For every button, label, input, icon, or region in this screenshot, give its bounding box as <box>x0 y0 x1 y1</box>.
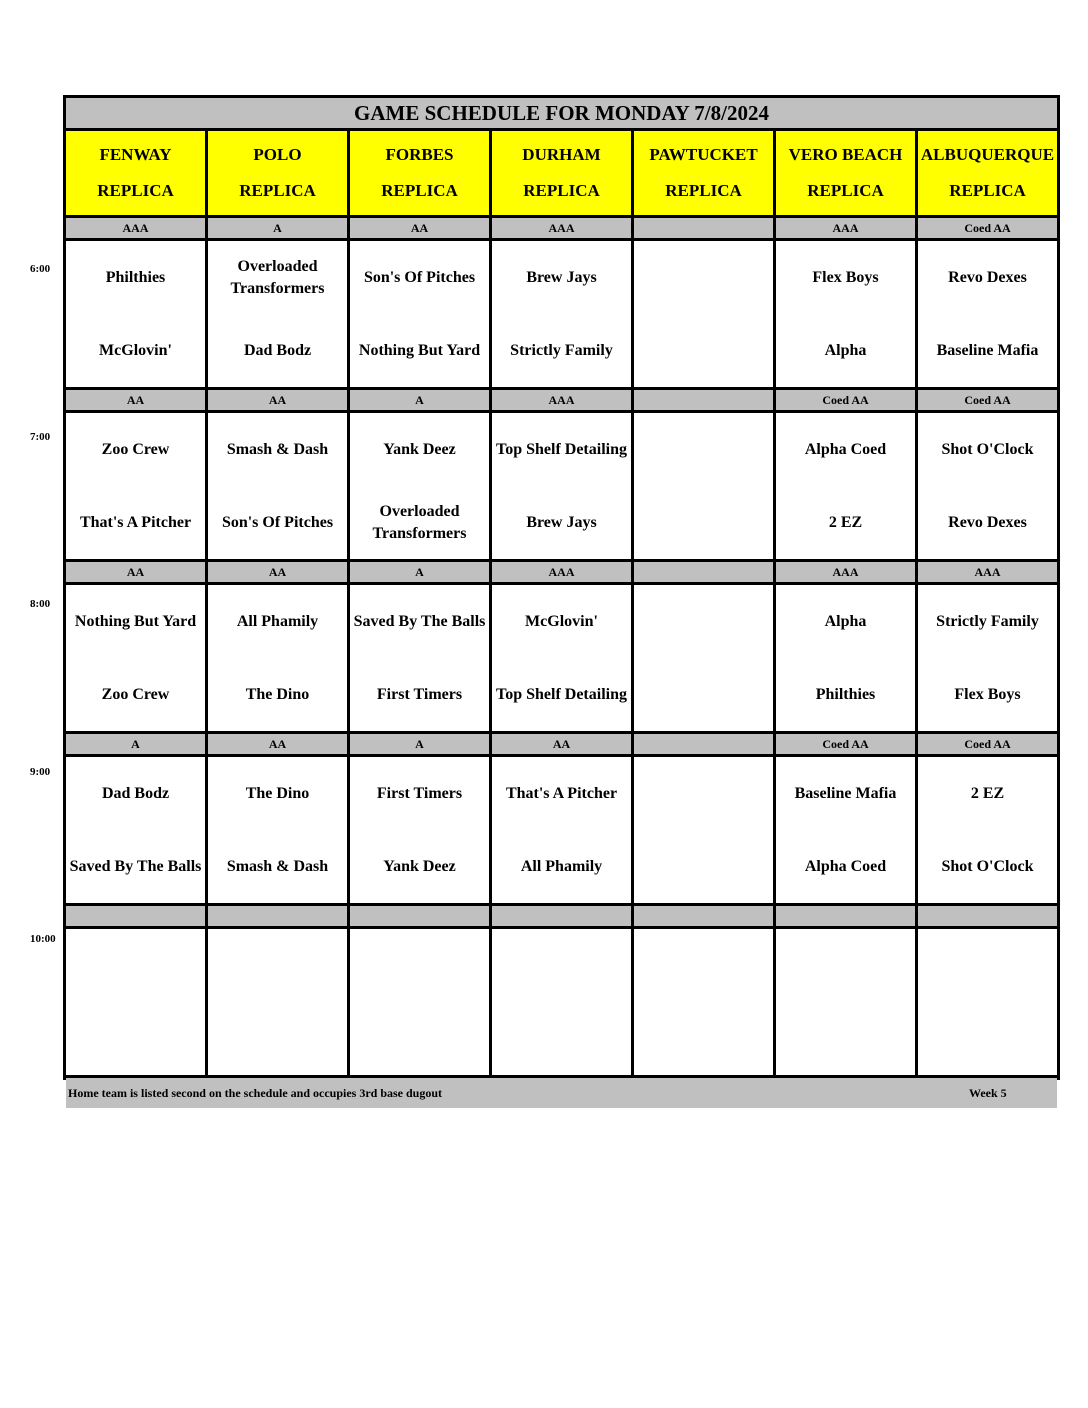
division-label <box>492 906 631 926</box>
home-team: McGlovin' <box>99 341 172 359</box>
field-name: POLO <box>253 145 302 164</box>
field-sub: REPLICA <box>807 181 884 200</box>
game-cell <box>66 585 205 731</box>
field-sub: REPLICA <box>381 181 458 200</box>
away-team <box>68 929 203 1002</box>
home-team: 2 EZ <box>828 513 863 531</box>
division-label: AAA <box>492 390 631 410</box>
division-label: AA <box>208 390 347 410</box>
game-cell <box>492 585 631 731</box>
home-team: Flex Boys <box>954 685 1021 703</box>
division-label <box>634 734 773 754</box>
field-name: PAWTUCKET <box>649 145 758 164</box>
away-team: Shot O'Clock <box>941 440 1034 458</box>
division-label: AAA <box>918 562 1057 582</box>
home-team <box>210 1002 345 1075</box>
game-cell <box>634 413 773 559</box>
away-team <box>636 585 771 658</box>
home-team: First Timers <box>376 685 463 703</box>
division-label <box>634 906 773 926</box>
schedule-title: GAME SCHEDULE FOR MONDAY 7/8/2024 <box>66 98 1057 128</box>
field-name: VERO BEACH <box>788 145 903 164</box>
division-label: AAA <box>492 218 631 238</box>
division-label: AAA <box>776 562 915 582</box>
home-team: Zoo Crew <box>101 685 170 703</box>
away-team: Dad Bodz <box>101 784 170 802</box>
home-team: Overloaded Transformers <box>372 502 467 542</box>
schedule-table <box>63 95 1060 1100</box>
game-cell <box>492 929 631 1075</box>
away-team: First Timers <box>376 784 463 802</box>
time-label: 9:00 <box>30 766 51 778</box>
division-label <box>918 906 1057 926</box>
home-team <box>778 1002 913 1075</box>
field-header-pawtucket <box>634 131 773 215</box>
game-cell <box>350 241 489 387</box>
field-header-forbes <box>350 131 489 215</box>
home-team: Alpha <box>824 341 867 359</box>
home-team: Nothing But Yard <box>358 341 481 359</box>
game-cell <box>350 757 489 903</box>
away-team: Nothing But Yard <box>74 612 197 630</box>
away-team: Zoo Crew <box>101 440 170 458</box>
division-label: A <box>66 734 205 754</box>
away-team: Son's Of Pitches <box>363 268 476 286</box>
game-cell <box>208 929 347 1075</box>
away-team: Philthies <box>105 268 166 286</box>
away-team: Saved By The Balls <box>353 612 486 630</box>
division-label: Coed AA <box>918 390 1057 410</box>
away-team <box>778 929 913 1002</box>
home-team <box>636 658 771 731</box>
division-label: Coed AA <box>918 734 1057 754</box>
game-cell <box>918 929 1057 1075</box>
away-team: Alpha <box>824 612 867 630</box>
away-team: The Dino <box>245 784 310 802</box>
division-label: Coed AA <box>776 390 915 410</box>
time-label: 8:00 <box>30 598 51 610</box>
home-team: That's A Pitcher <box>79 513 192 531</box>
away-team: Baseline Mafia <box>794 784 897 802</box>
game-cell <box>66 241 205 387</box>
division-label: AA <box>66 562 205 582</box>
game-cell <box>492 413 631 559</box>
time-label: 7:00 <box>30 431 51 443</box>
away-team: Flex Boys <box>812 268 879 286</box>
away-team <box>352 929 487 1002</box>
division-label: AA <box>208 562 347 582</box>
home-team: Shot O'Clock <box>941 857 1034 875</box>
division-label: AA <box>350 218 489 238</box>
game-cell <box>918 241 1057 387</box>
division-label <box>634 390 773 410</box>
division-label <box>776 906 915 926</box>
home-team <box>636 830 771 903</box>
week-label: Week 5 <box>969 1086 1007 1100</box>
away-team: That's A Pitcher <box>505 784 618 802</box>
time-label: 6:00 <box>30 263 51 275</box>
schedule-footer <box>66 1078 1057 1108</box>
home-team <box>352 1002 487 1075</box>
game-cell <box>492 241 631 387</box>
away-team <box>636 241 771 314</box>
division-label <box>634 218 773 238</box>
game-cell <box>208 413 347 559</box>
field-sub: REPLICA <box>239 181 316 200</box>
field-header-albuquerque <box>918 131 1057 215</box>
away-team: Overloaded Transformers <box>230 257 325 297</box>
home-team <box>636 314 771 387</box>
away-team: Yank Deez <box>383 440 456 458</box>
game-cell <box>776 585 915 731</box>
game-cell <box>66 757 205 903</box>
field-sub: REPLICA <box>665 181 742 200</box>
division-label <box>634 562 773 582</box>
home-team: Baseline Mafia <box>936 341 1039 359</box>
away-team: Revo Dexes <box>948 268 1027 286</box>
division-label <box>208 906 347 926</box>
home-team: Alpha Coed <box>804 857 887 875</box>
game-cell <box>634 241 773 387</box>
division-label: A <box>350 390 489 410</box>
game-cell <box>918 585 1057 731</box>
game-cell <box>776 241 915 387</box>
division-label: AA <box>492 734 631 754</box>
field-header-durham <box>492 131 631 215</box>
division-label: AA <box>66 390 205 410</box>
away-team: Strictly Family <box>936 612 1039 630</box>
game-cell <box>634 757 773 903</box>
game-cell <box>208 757 347 903</box>
home-team: Yank Deez <box>383 857 456 875</box>
home-team <box>494 1002 629 1075</box>
division-label: Coed AA <box>918 218 1057 238</box>
home-team: Son's Of Pitches <box>221 513 334 531</box>
home-team: The Dino <box>245 685 310 703</box>
game-cell <box>208 585 347 731</box>
game-cell <box>776 929 915 1075</box>
game-cell <box>350 413 489 559</box>
field-sub: REPLICA <box>523 181 600 200</box>
away-team: Brew Jays <box>526 268 597 286</box>
division-label: A <box>350 562 489 582</box>
game-cell <box>350 929 489 1075</box>
field-header-vero-beach <box>776 131 915 215</box>
game-cell <box>66 929 205 1075</box>
away-team: Alpha Coed <box>804 440 887 458</box>
home-team <box>68 1002 203 1075</box>
away-team: McGlovin' <box>525 612 598 630</box>
home-team: Revo Dexes <box>948 513 1027 531</box>
division-label: AAA <box>492 562 631 582</box>
field-name: DURHAM <box>522 145 601 164</box>
home-team: Strictly Family <box>510 341 613 359</box>
home-team-note: Home team is listed second on the schedule and occupies 3rd base dugout <box>68 1086 443 1100</box>
field-name: FENWAY <box>99 145 172 164</box>
field-name: FORBES <box>385 145 454 164</box>
home-team: Brew Jays <box>526 513 597 531</box>
time-label: 10:00 <box>30 933 56 945</box>
game-cell <box>918 413 1057 559</box>
away-team <box>494 929 629 1002</box>
home-team: Saved By The Balls <box>69 857 202 875</box>
game-cell <box>66 413 205 559</box>
game-cell <box>350 585 489 731</box>
home-team: All Phamily <box>520 857 603 875</box>
away-team: Top Shelf Detailing <box>496 440 627 458</box>
field-name: ALBUQUERQUE <box>920 145 1055 164</box>
field-sub: REPLICA <box>949 181 1026 200</box>
away-team <box>636 929 771 1002</box>
division-label: Coed AA <box>776 734 915 754</box>
game-cell <box>492 757 631 903</box>
division-label: AA <box>208 734 347 754</box>
division-label: AAA <box>66 218 205 238</box>
game-cell <box>634 585 773 731</box>
home-team: Dad Bodz <box>243 341 312 359</box>
away-team: Smash & Dash <box>226 440 329 458</box>
away-team <box>210 929 345 1002</box>
division-label: AAA <box>776 218 915 238</box>
home-team: Smash & Dash <box>226 857 329 875</box>
division-label <box>350 906 489 926</box>
away-team <box>636 413 771 486</box>
game-cell <box>918 757 1057 903</box>
away-team: All Phamily <box>236 612 319 630</box>
away-team <box>636 757 771 830</box>
home-team: Philthies <box>815 685 876 703</box>
game-cell <box>634 929 773 1075</box>
field-header-polo <box>208 131 347 215</box>
game-cell <box>776 413 915 559</box>
home-team <box>636 486 771 559</box>
game-cell <box>776 757 915 903</box>
home-team: Top Shelf Detailing <box>496 685 627 703</box>
home-team <box>920 1002 1055 1075</box>
away-team: 2 EZ <box>970 784 1005 802</box>
division-label <box>66 906 205 926</box>
home-team <box>636 1002 771 1075</box>
field-sub: REPLICA <box>97 181 174 200</box>
away-team <box>920 929 1055 1002</box>
game-cell <box>208 241 347 387</box>
field-header-fenway <box>66 131 205 215</box>
division-label: A <box>208 218 347 238</box>
division-label: A <box>350 734 489 754</box>
